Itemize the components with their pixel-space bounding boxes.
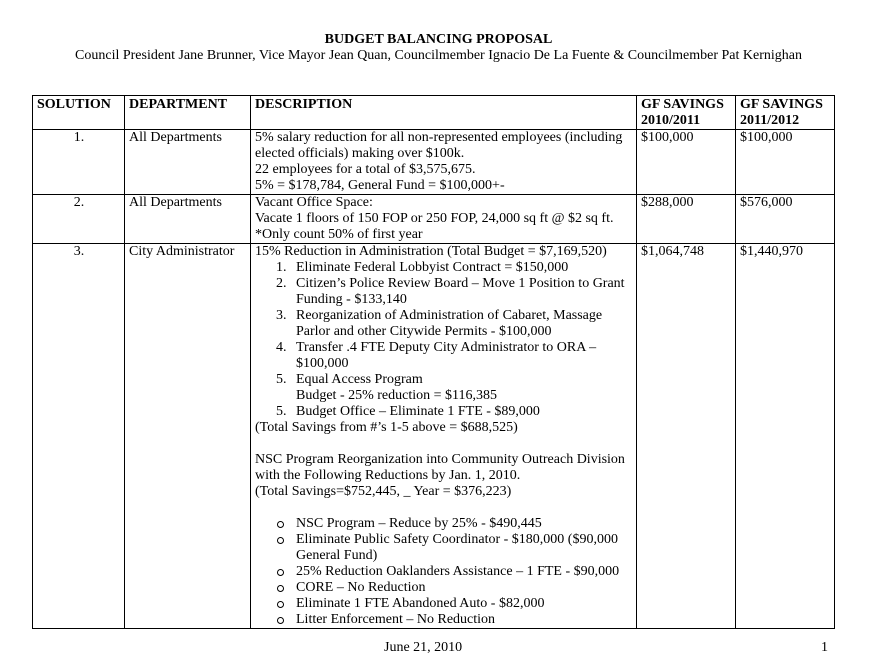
bullet-icon bbox=[277, 601, 284, 608]
footer-date: June 21, 2010 bbox=[384, 640, 463, 655]
list-item-text: Reorganization of Administration of Cabaret, Massage bbox=[296, 308, 603, 323]
table-header-row bbox=[33, 96, 835, 130]
document-title: BUDGET BALANCING PROPOSAL bbox=[324, 32, 553, 47]
gf-savings-2010-cell: $288,000 bbox=[637, 195, 736, 244]
total-savings-text: (Total Savings from #’s 1-5 above = $688,525) bbox=[255, 420, 518, 435]
bullet-icon bbox=[277, 617, 284, 624]
list-number: 5. bbox=[276, 404, 287, 419]
description-cell bbox=[251, 130, 637, 195]
gf-savings-2010-cell: $1,064,748 bbox=[637, 244, 736, 629]
header-gf-savings-2010 bbox=[637, 96, 736, 130]
list-item bbox=[255, 612, 633, 628]
header-department: DEPARTMENT bbox=[125, 96, 251, 130]
nsc-text: (Total Savings=$752,445, _ Year = $376,223) bbox=[255, 484, 512, 499]
list-item bbox=[255, 340, 633, 372]
department-cell: City Administrator bbox=[125, 244, 251, 629]
list-number: 5. bbox=[276, 372, 287, 387]
department-cell: All Departments bbox=[125, 130, 251, 195]
budget-table bbox=[32, 95, 835, 629]
list-item-text: Eliminate 1 FTE Abandoned Auto - $82,000 bbox=[296, 596, 545, 611]
list-number: 3. bbox=[276, 308, 287, 323]
nsc-text: NSC Program Reorganization into Community Outreach Division bbox=[255, 452, 625, 467]
list-item bbox=[255, 532, 633, 564]
list-item-text: Transfer .4 FTE Deputy City Administrator to ORA – bbox=[296, 340, 597, 355]
department-cell: All Departments bbox=[125, 195, 251, 244]
list-item bbox=[255, 516, 633, 532]
gf-savings-2011-cell: $576,000 bbox=[736, 195, 835, 244]
table-row bbox=[33, 195, 835, 244]
list-item-text: NSC Program – Reduce by 25% - $490,445 bbox=[296, 516, 542, 531]
description-cell bbox=[251, 195, 637, 244]
list-item-text: $100,000 bbox=[296, 356, 349, 371]
list-number: 4. bbox=[276, 340, 287, 355]
solution-number: 2. bbox=[33, 195, 125, 244]
header-gf-label: GF SAVINGS bbox=[740, 97, 823, 112]
bullet-icon bbox=[277, 569, 284, 576]
list-item bbox=[255, 276, 633, 308]
list-item-text: Parlor and other Citywide Permits - $100,000 bbox=[296, 324, 552, 339]
description-cell bbox=[251, 244, 637, 629]
nsc-text: with the Following Reductions by Jan. 1, 2010. bbox=[255, 468, 521, 483]
description-line: Vacant Office Space: bbox=[255, 195, 373, 210]
description-line: 5% = $178,784, General Fund = $100,000+- bbox=[255, 178, 505, 193]
spacer bbox=[255, 436, 633, 452]
list-item bbox=[255, 308, 633, 340]
list-item-text: Eliminate Public Safety Coordinator - $180,000 ($90,000 bbox=[296, 532, 618, 547]
numbered-list bbox=[255, 260, 633, 420]
header-gf-savings-2011 bbox=[736, 96, 835, 130]
list-item-text: Budget Office – Eliminate 1 FTE - $89,000 bbox=[296, 404, 540, 419]
header-description: DESCRIPTION bbox=[251, 96, 637, 130]
description-intro: 15% Reduction in Administration (Total Budget = $7,169,520) bbox=[255, 244, 607, 259]
description-line: 22 employees for a total of $3,575,675. bbox=[255, 162, 476, 177]
bullet-icon bbox=[277, 585, 284, 592]
list-item-text: 25% Reduction Oaklanders Assistance – 1 FTE - $90,000 bbox=[296, 564, 620, 579]
list-item bbox=[255, 372, 633, 404]
list-item-text: CORE – No Reduction bbox=[296, 580, 426, 595]
description-line: Vacate 1 floors of 150 FOP or 250 FOP, 24,000 sq ft @ $2 sq ft. bbox=[255, 211, 614, 226]
list-item-text: General Fund) bbox=[296, 548, 378, 563]
list-item-text: Funding - $133,140 bbox=[296, 292, 407, 307]
list-item-text: Budget - 25% reduction = $116,385 bbox=[296, 388, 498, 403]
document-subtitle: Council President Jane Brunner, Vice Mayor Jean Quan, Councilmember Ignacio De La Fuente & Councilmember Pat Kernighan bbox=[75, 48, 802, 63]
gf-savings-2010-cell: $100,000 bbox=[637, 130, 736, 195]
description-line: 5% salary reduction for all non-represented employees (including bbox=[255, 130, 623, 145]
solution-number: 1. bbox=[33, 130, 125, 195]
list-item bbox=[255, 580, 633, 596]
bullet-list bbox=[255, 516, 633, 628]
list-item bbox=[255, 564, 633, 580]
list-item-text: Equal Access Program bbox=[296, 372, 423, 387]
page-number: 1 bbox=[821, 640, 828, 655]
table-row bbox=[33, 130, 835, 195]
header-gf-label: GF SAVINGS bbox=[641, 97, 724, 112]
list-item-text: Eliminate Federal Lobbyist Contract = $150,000 bbox=[296, 260, 569, 275]
description-line: elected officials) making over $100k. bbox=[255, 146, 465, 161]
list-item bbox=[255, 260, 633, 276]
gf-savings-2011-cell: $100,000 bbox=[736, 130, 835, 195]
description-line: *Only count 50% of first year bbox=[255, 227, 423, 242]
table-row bbox=[33, 244, 835, 629]
spacer bbox=[255, 500, 633, 516]
header-gf-year: 2010/2011 bbox=[641, 113, 701, 128]
list-item bbox=[255, 596, 633, 612]
gf-savings-2011-cell: $1,440,970 bbox=[736, 244, 835, 629]
list-number: 1. bbox=[276, 260, 287, 275]
solution-number: 3. bbox=[33, 244, 125, 629]
bullet-icon bbox=[277, 521, 284, 528]
header-solution: SOLUTION bbox=[33, 96, 125, 130]
list-number: 2. bbox=[276, 276, 287, 291]
bullet-icon bbox=[277, 537, 284, 544]
list-item-text: Citizen’s Police Review Board – Move 1 Position to Grant bbox=[296, 276, 625, 291]
header-gf-year: 2011/2012 bbox=[740, 113, 800, 128]
list-item bbox=[255, 404, 633, 420]
list-item-text: Litter Enforcement – No Reduction bbox=[296, 612, 496, 627]
